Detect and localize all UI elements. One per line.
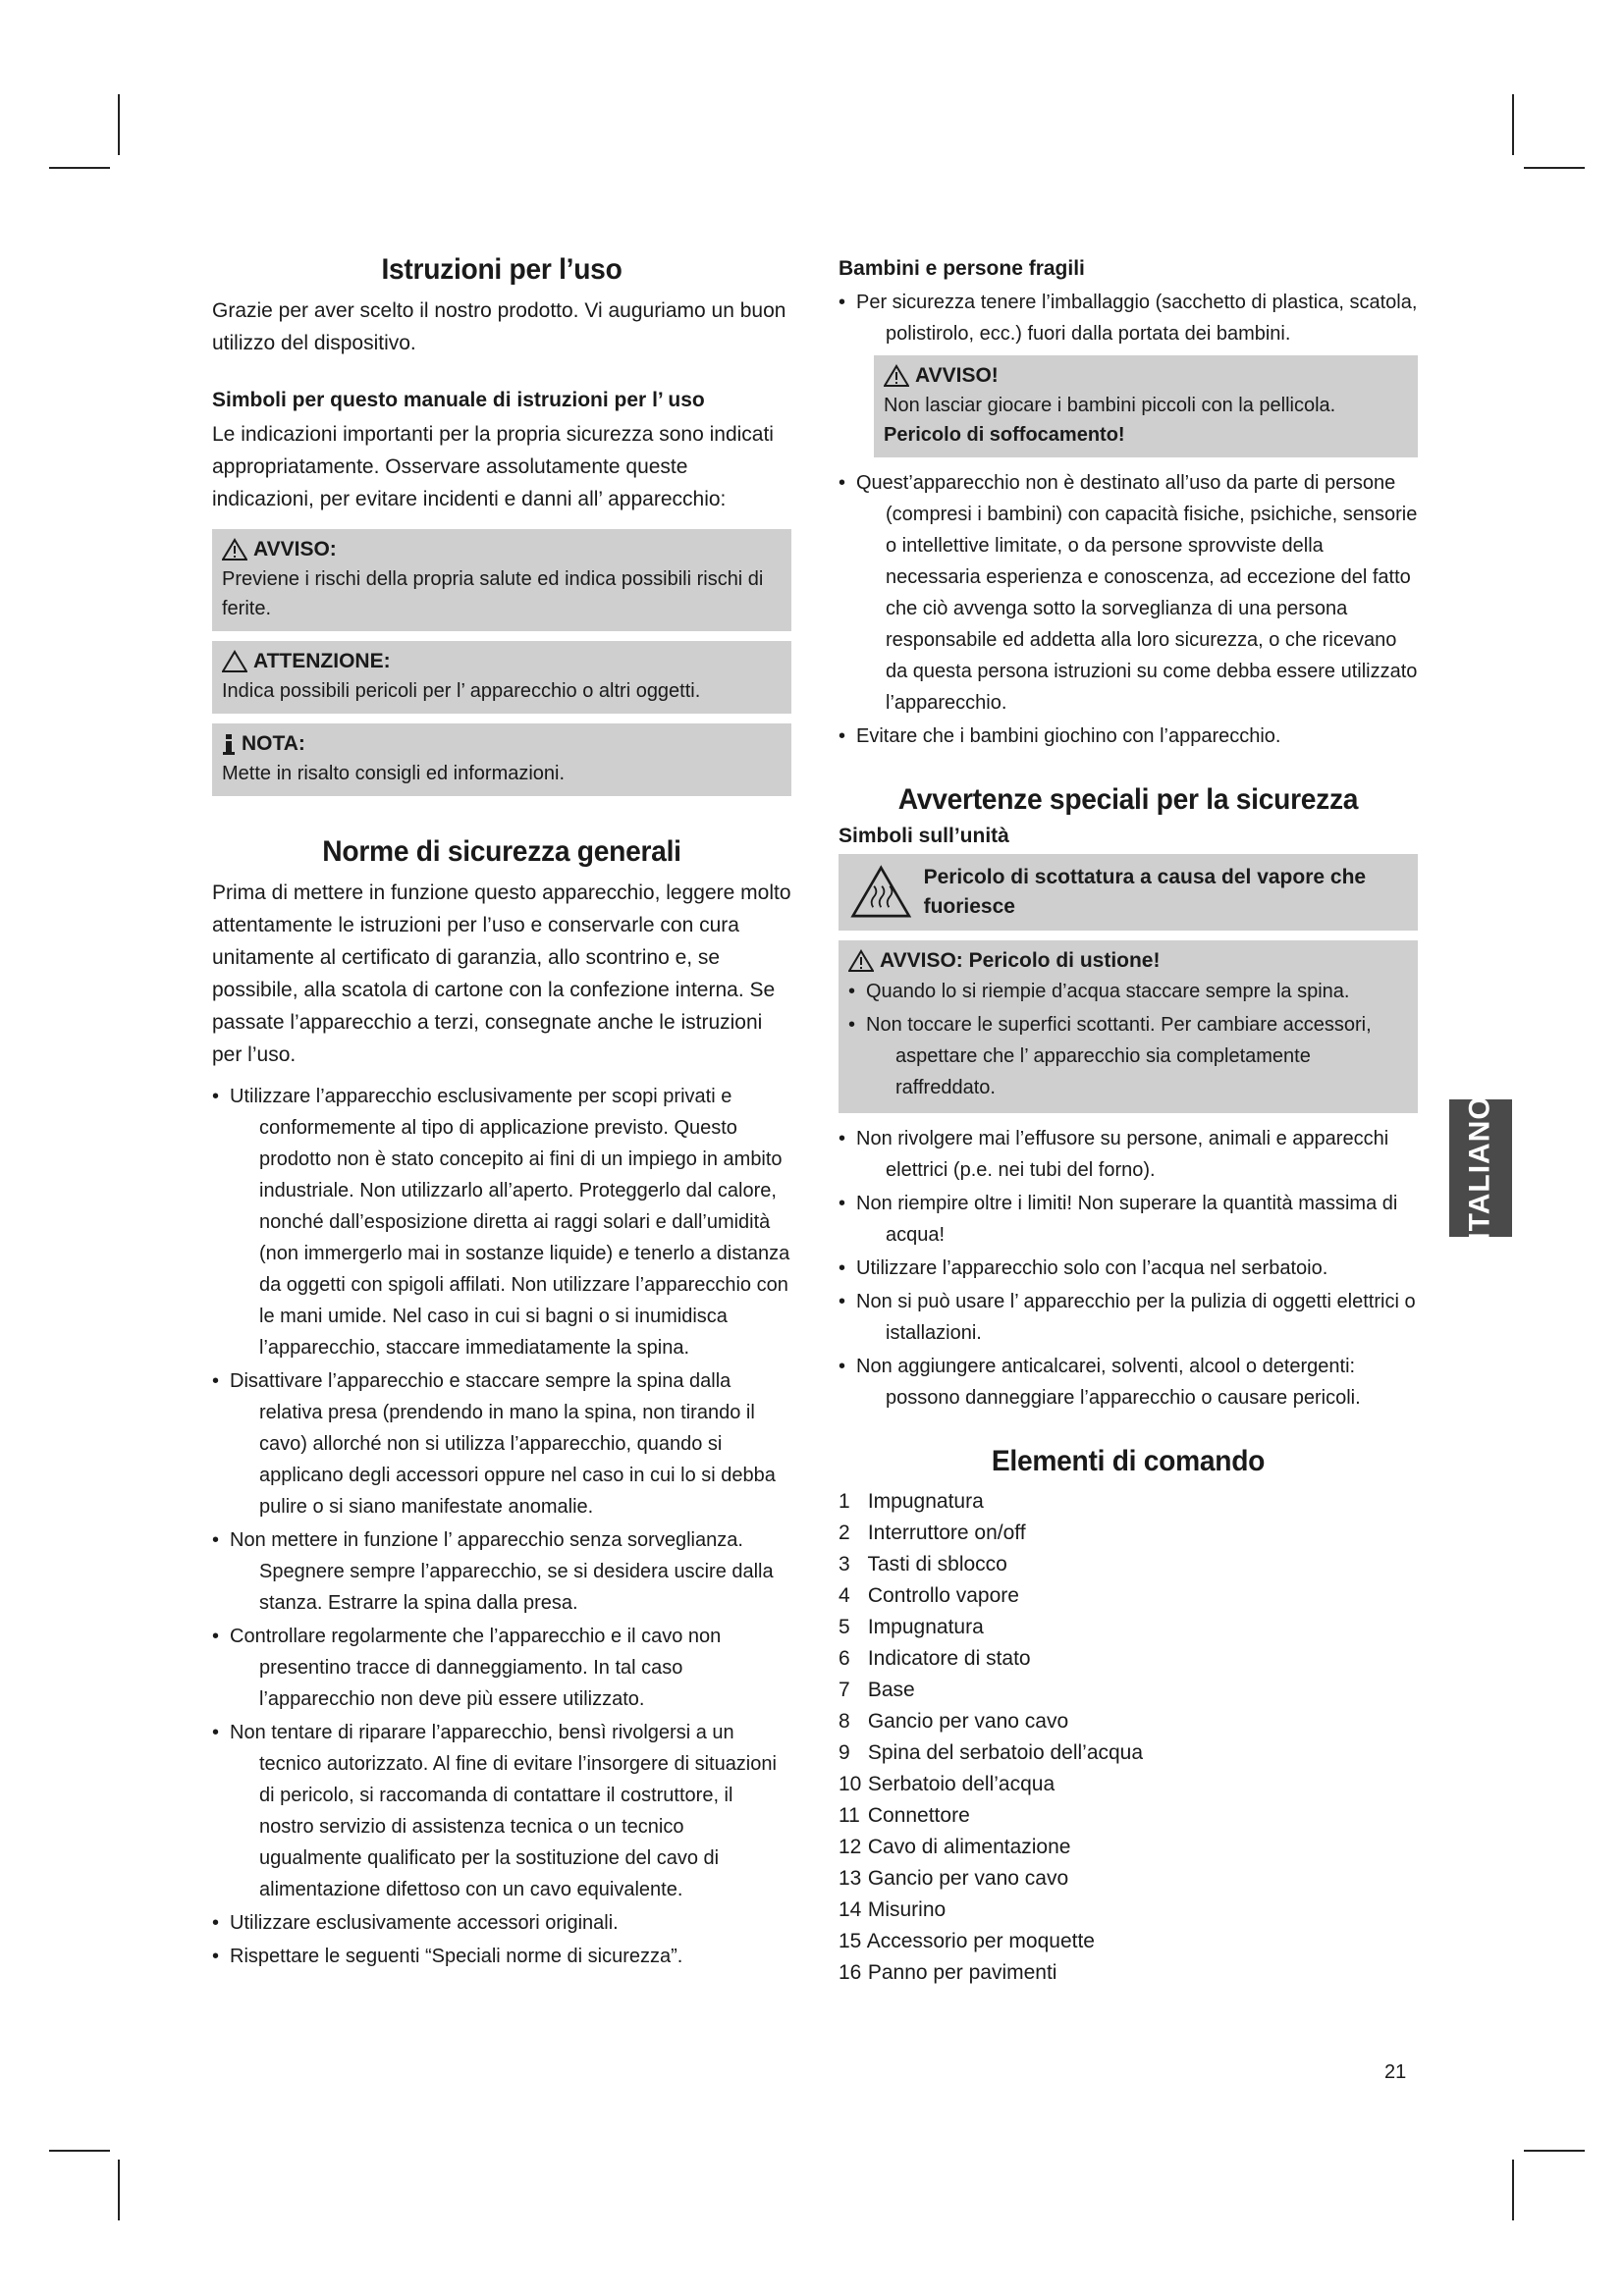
symbols-text: Le indicazioni importanti per la propria sicurezza sono indicati appropriatamente. Osservare assolutamente queste indicazioni, per evitare incidenti e danni all’ apparecchio: bbox=[212, 423, 774, 510]
element-label: Serbatoio dell’acqua bbox=[867, 1773, 1056, 1795]
steam-symbol-text: Pericolo di scottatura a causa del vapore che fuoriesce bbox=[923, 866, 1367, 918]
crop-mark bbox=[118, 94, 120, 155]
children-box-text: Non lasciar giocare i bambini piccoli con la pellicola. bbox=[884, 395, 1336, 416]
elements-title: Elementi di comando bbox=[991, 1445, 1266, 1477]
element-label: Cavo di alimentazione bbox=[867, 1836, 1071, 1858]
right-column bbox=[839, 257, 1418, 1989]
element-label: Gancio per vano cavo bbox=[867, 1710, 1069, 1733]
element-number: 6 bbox=[839, 1647, 850, 1670]
burn-box-title: AVVISO: Pericolo di ustione! bbox=[880, 949, 1161, 972]
symbols-heading: Simboli per questo manuale di istruzioni per l’ uso bbox=[212, 389, 705, 411]
element-number: 13 bbox=[839, 1867, 862, 1890]
list-item bbox=[839, 1612, 1418, 1643]
children-box-title: AVVISO! bbox=[915, 364, 999, 387]
list-item: • Non tentare di riparare l’apparecchio, bensì rivolgersi a un tecnico autorizzato. Al fine di evitare l’insorgere di situazioni di pericolo, si raccomanda di contattare il costruttore, il nostro servizio di assistenza tecnica o un tecnico ugualmente qualificato per la sostituzione del cavo di alimentazione difettoso con un cavo equivalente. bbox=[212, 1717, 791, 1905]
avviso-title: AVVISO: bbox=[253, 538, 337, 561]
warning-icon bbox=[222, 538, 247, 561]
crop-mark bbox=[1524, 2150, 1585, 2152]
attenzione-text: Indica possibili pericoli per l’ apparecchio o altri oggetti. bbox=[222, 680, 701, 702]
list-item bbox=[839, 1643, 1418, 1675]
element-number: 14 bbox=[839, 1898, 862, 1921]
children-warning-box bbox=[874, 355, 1418, 457]
avviso-box bbox=[212, 529, 791, 631]
nota-text: Mette in risalto consigli ed informazioni. bbox=[222, 763, 566, 784]
element-number: 2 bbox=[839, 1522, 850, 1544]
children-list-2 bbox=[839, 467, 1418, 752]
list-item: • Disattivare l’apparecchio e staccare sempre la spina dalla relativa presa (prendendo in mano la spina, non tirando il cavo) allorché non si utilizza l’apparecchio, quando si applicano degli accessori oppure nel caso in cui lo si debba pulire o si siano manifestate anomalie. bbox=[212, 1365, 791, 1522]
list-item bbox=[839, 1706, 1418, 1737]
element-label: Interruttore on/off bbox=[867, 1522, 1026, 1544]
list-item: • Controllare regolarmente che l’apparecchio e il cavo non presentino tracce di danneggiamento. In tal caso l’apparecchio non deve più essere utilizzato. bbox=[212, 1621, 791, 1715]
list-item bbox=[839, 1800, 1418, 1832]
list-item bbox=[839, 1737, 1418, 1769]
crop-mark bbox=[1524, 167, 1585, 169]
list-item: • Quest’apparecchio non è destinato all’uso da parte di persone (compresi i bambini) con capacità fisiche, psichiche, sensorie o intellettive limitate, o da persone sprovviste della necessaria esperienza e conoscenza, ad eccezione del fatto che ciò avvenga sotto la sorveglianza di una persona responsabile ed addetta alla loro sicurezza, o che ricevano da questa persona istruzioni su come debba essere utilizzato l’apparecchio. bbox=[839, 467, 1418, 719]
nota-box bbox=[212, 723, 791, 796]
list-item: • Quando lo si riempie d’acqua staccare sempre la spina. bbox=[848, 976, 1408, 1007]
elements-list bbox=[839, 1486, 1418, 1989]
list-item bbox=[839, 1486, 1418, 1518]
element-number: 15 bbox=[839, 1930, 862, 1952]
crop-mark bbox=[1512, 2160, 1514, 2220]
element-label: Controllo vapore bbox=[867, 1584, 1019, 1607]
unit-symbols-heading: Simboli sull’unità bbox=[839, 825, 1009, 847]
list-item bbox=[839, 1549, 1418, 1580]
list-item: • Rispettare le seguenti “Speciali norme di sicurezza”. bbox=[212, 1941, 791, 1972]
attenzione-title: ATTENZIONE: bbox=[253, 650, 391, 672]
special-list bbox=[839, 1123, 1418, 1414]
language-tab-label: ITALIANO bbox=[1464, 1095, 1496, 1241]
burn-box-list bbox=[848, 976, 1408, 1103]
safety-intro: Prima di mettere in funzione questo apparecchio, leggere molto attentamente le istruzioni per l’uso e conservarle con cura unitamente al certificato di garanzia, allo scontrino e, se possibile, alla scatola di cartone con la confezione interna. Se passate l’apparecchio a terzi, consegnate anche le istruzioni per l’uso. bbox=[212, 881, 791, 1066]
element-number: 16 bbox=[839, 1961, 862, 1984]
list-item: • Non toccare le superfici scottanti. Per cambiare accessori, aspettare che l’ apparecchio sia completamente raffreddato. bbox=[848, 1009, 1408, 1103]
list-item bbox=[839, 1580, 1418, 1612]
element-number: 9 bbox=[839, 1741, 850, 1764]
intro-text: Grazie per aver scelto il nostro prodotto. Vi auguriamo un buon utilizzo del dispositivo. bbox=[212, 299, 786, 354]
list-item: • Per sicurezza tenere l’imballaggio (sacchetto di plastica, scatola, polistirolo, ecc.) fuori dalla portata dei bambini. bbox=[839, 287, 1418, 349]
crop-mark bbox=[1512, 94, 1514, 155]
list-item: • Non mettere in funzione l’ apparecchio senza sorveglianza. Spegnere sempre l’apparecchio, se si desidera uscire dalla stanza. Estrarre la spina dalla presa. bbox=[212, 1524, 791, 1619]
list-item bbox=[839, 1769, 1418, 1800]
element-label: Accessorio per moquette bbox=[866, 1930, 1095, 1952]
element-label: Connettore bbox=[867, 1804, 970, 1827]
element-label: Spina del serbatoio dell’acqua bbox=[867, 1741, 1144, 1764]
page-number: 21 bbox=[1384, 2061, 1407, 2083]
element-label: Tasti di sblocco bbox=[867, 1553, 1007, 1575]
caution-icon bbox=[222, 650, 247, 673]
element-number: 8 bbox=[839, 1710, 850, 1733]
element-label: Impugnatura bbox=[867, 1490, 984, 1513]
element-number: 3 bbox=[839, 1553, 850, 1575]
left-column bbox=[212, 253, 791, 1974]
avviso-text: Previene i rischi della propria salute ed indica possibili rischi di ferite. bbox=[222, 568, 764, 619]
element-label: Base bbox=[867, 1679, 915, 1701]
element-number: 4 bbox=[839, 1584, 850, 1607]
list-item: • Non aggiungere anticalcarei, solventi, alcool o detergenti: possono danneggiare l’apparecchio o causare pericoli. bbox=[839, 1351, 1418, 1414]
element-number: 7 bbox=[839, 1679, 850, 1701]
burn-warning-box bbox=[839, 940, 1418, 1113]
element-number: 10 bbox=[839, 1773, 862, 1795]
element-number: 11 bbox=[839, 1804, 860, 1827]
element-number: 12 bbox=[839, 1836, 862, 1858]
crop-mark bbox=[118, 2160, 120, 2220]
element-label: Indicatore di stato bbox=[867, 1647, 1031, 1670]
list-item: • Utilizzare l’apparecchio solo con l’acqua nel serbatoio. bbox=[839, 1253, 1418, 1284]
list-item bbox=[839, 1895, 1418, 1926]
page-title: Istruzioni per l’uso bbox=[381, 253, 623, 286]
element-label: Gancio per vano cavo bbox=[867, 1867, 1069, 1890]
list-item: • Non rivolgere mai l’effusore su persone, animali e apparecchi elettrici (p.e. nei tubi del forno). bbox=[839, 1123, 1418, 1186]
list-item: • Non si può usare l’ apparecchio per la pulizia di oggetti elettrici o istallazioni. bbox=[839, 1286, 1418, 1349]
warning-icon bbox=[848, 949, 874, 973]
steam-hazard-icon bbox=[850, 862, 912, 923]
list-item bbox=[839, 1863, 1418, 1895]
list-item: • Non riempire oltre i limiti! Non superare la quantità massima di acqua! bbox=[839, 1188, 1418, 1251]
crop-mark bbox=[49, 2150, 110, 2152]
steam-symbol-box bbox=[839, 854, 1418, 931]
crop-mark bbox=[49, 167, 110, 169]
list-item bbox=[839, 1926, 1418, 1957]
children-list-1 bbox=[839, 287, 1418, 349]
element-label: Misurino bbox=[867, 1898, 947, 1921]
attenzione-box bbox=[212, 641, 791, 714]
list-item: • Evitare che i bambini giochino con l’apparecchio. bbox=[839, 721, 1418, 752]
safety-list bbox=[212, 1081, 791, 1972]
warning-icon bbox=[884, 364, 909, 388]
children-heading: Bambini e persone fragili bbox=[839, 257, 1085, 280]
safety-title: Norme di sicurezza generali bbox=[322, 835, 681, 868]
element-number: 1 bbox=[839, 1490, 850, 1513]
list-item: • Utilizzare esclusivamente accessori originali. bbox=[212, 1907, 791, 1939]
info-icon bbox=[222, 732, 236, 756]
nota-title: NOTA: bbox=[242, 732, 305, 755]
list-item bbox=[839, 1832, 1418, 1863]
language-tab bbox=[1449, 1095, 1512, 1241]
element-label: Impugnatura bbox=[867, 1616, 984, 1638]
element-number: 5 bbox=[839, 1616, 850, 1638]
list-item bbox=[839, 1675, 1418, 1706]
list-item bbox=[839, 1518, 1418, 1549]
children-box-bold: Pericolo di soffocamento! bbox=[884, 424, 1125, 446]
list-item bbox=[839, 1957, 1418, 1989]
element-label: Panno per pavimenti bbox=[867, 1961, 1057, 1984]
special-title: Avvertenze speciali per la sicurezza bbox=[897, 783, 1359, 816]
list-item: • Utilizzare l’apparecchio esclusivamente per scopi privati e conformemente al tipo di applicazione previsto. Questo prodotto non è stato concepito ai fini di un impiego in ambito industriale. Non utilizzarlo all’aperto. Proteggerlo dal calore, nonché dall’esposizione diretta ai raggi solari e dall’umidità (non immergerlo mai in sostanze liquide) e tenerlo a distanza da oggetti con spigoli affilati. Non utilizzare l’apparecchio con le mani umide. Nel caso in cui si bagni o si inumidisca l’apparecchio, staccare immediatamente la spina. bbox=[212, 1081, 791, 1363]
